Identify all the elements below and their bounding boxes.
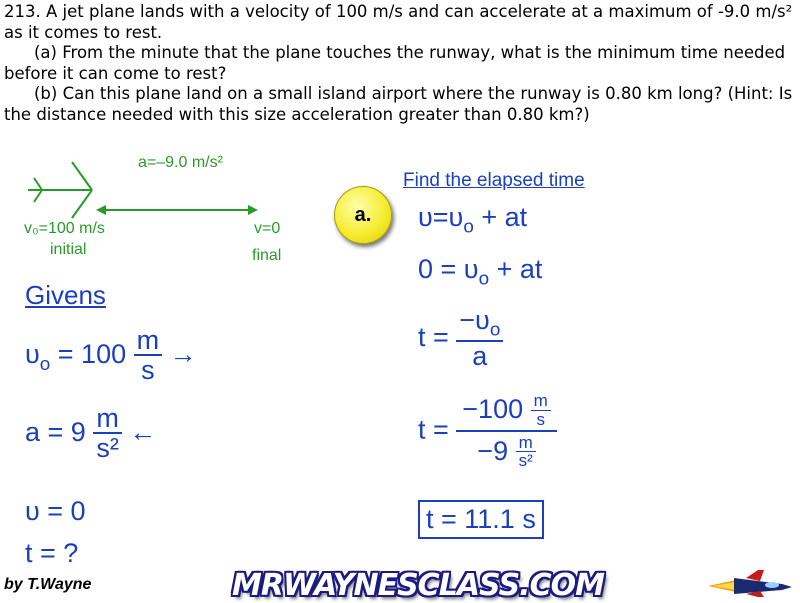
eq4-fraction [456, 392, 557, 471]
problem-intro: 213. A jet plane lands with a velocity of 100 m/s and can accelerate at a maximum of -9.0 m/s² as it comes to rest. [4, 2, 793, 42]
given-v0-value: = 100 [50, 339, 127, 370]
site-logo: MRWAYNESCLASS.COM [232, 568, 604, 603]
problem-part-b: (b) Can this plane land on a small island airport where the runway is 0.80 km long? (Hint: Is the distance needed with this size acceleration greater than 0.80 km?) [4, 84, 793, 124]
eq3-den: a [472, 341, 488, 372]
given-a-unit-den: s² [96, 433, 119, 464]
jet-plane-icon [28, 162, 92, 218]
given-v0-unit [134, 326, 163, 386]
given-v0-symbol: υ [25, 339, 40, 370]
final-answer: t = 11.1 s [426, 504, 536, 534]
eq3-fraction [456, 306, 503, 372]
given-time: t = ? [25, 538, 79, 568]
rocket-icon [706, 566, 796, 598]
equation-2 [418, 254, 542, 291]
eq3-num: −υ [459, 305, 490, 335]
given-v0-unit-num: m [134, 326, 163, 356]
initial-velocity-label: v₀=100 m/s [24, 220, 105, 237]
equation-3 [418, 306, 503, 372]
eq3-lhs: t = [418, 322, 457, 353]
final-answer-box [418, 500, 544, 539]
eq2-sub: o [478, 268, 490, 290]
final-velocity-label: v=0 [254, 220, 281, 237]
given-v0-unit-den: s [141, 355, 155, 386]
eq3-num-sub: o [489, 319, 501, 341]
given-a-unit [93, 404, 122, 464]
left-arrow-icon: ← [129, 417, 157, 448]
eq1-sub: o [463, 216, 474, 238]
eq2-lhs: 0 = υ [418, 254, 479, 284]
given-a-value: a = 9 [25, 417, 86, 448]
equation-1 [418, 202, 527, 239]
initial-label: initial [50, 241, 87, 258]
eq4-num: −100 [462, 393, 524, 424]
eq4-num-unit-den: s [536, 409, 545, 429]
final-label: final [252, 247, 282, 264]
given-acceleration [25, 404, 156, 464]
eq4-den: −9 [477, 435, 509, 466]
problem-part-a: (a) From the minute that the plane touches the runway, what is the minimum time needed before it can come to rest? [4, 43, 786, 83]
acceleration-label: a=–9.0 m/s² [138, 154, 223, 171]
eq4-num-unit-num: m [531, 392, 551, 411]
equation-4 [418, 392, 557, 471]
solution-heading: Find the elapsed time [403, 170, 585, 191]
eq4-lhs: t = [418, 414, 457, 445]
eq4-den-unit-num: m [516, 434, 536, 453]
problem-statement [4, 2, 796, 125]
given-v0-subscript: o [39, 353, 51, 375]
right-arrow-icon: → [169, 339, 197, 370]
author-credit: by T.Wayne [4, 576, 92, 593]
distance-arrow [96, 205, 258, 215]
given-final-velocity: υ = 0 [25, 496, 86, 526]
eq2-rhs: + at [489, 254, 543, 284]
part-a-badge: a. [334, 186, 392, 244]
given-a-unit-num: m [93, 404, 122, 434]
given-initial-velocity [25, 326, 197, 386]
eq1-rhs: + at [473, 202, 528, 232]
eq4-den-unit-den: s² [518, 451, 533, 471]
givens-title: Givens [25, 280, 106, 310]
eq1-lhs: υ=υ [418, 202, 464, 232]
